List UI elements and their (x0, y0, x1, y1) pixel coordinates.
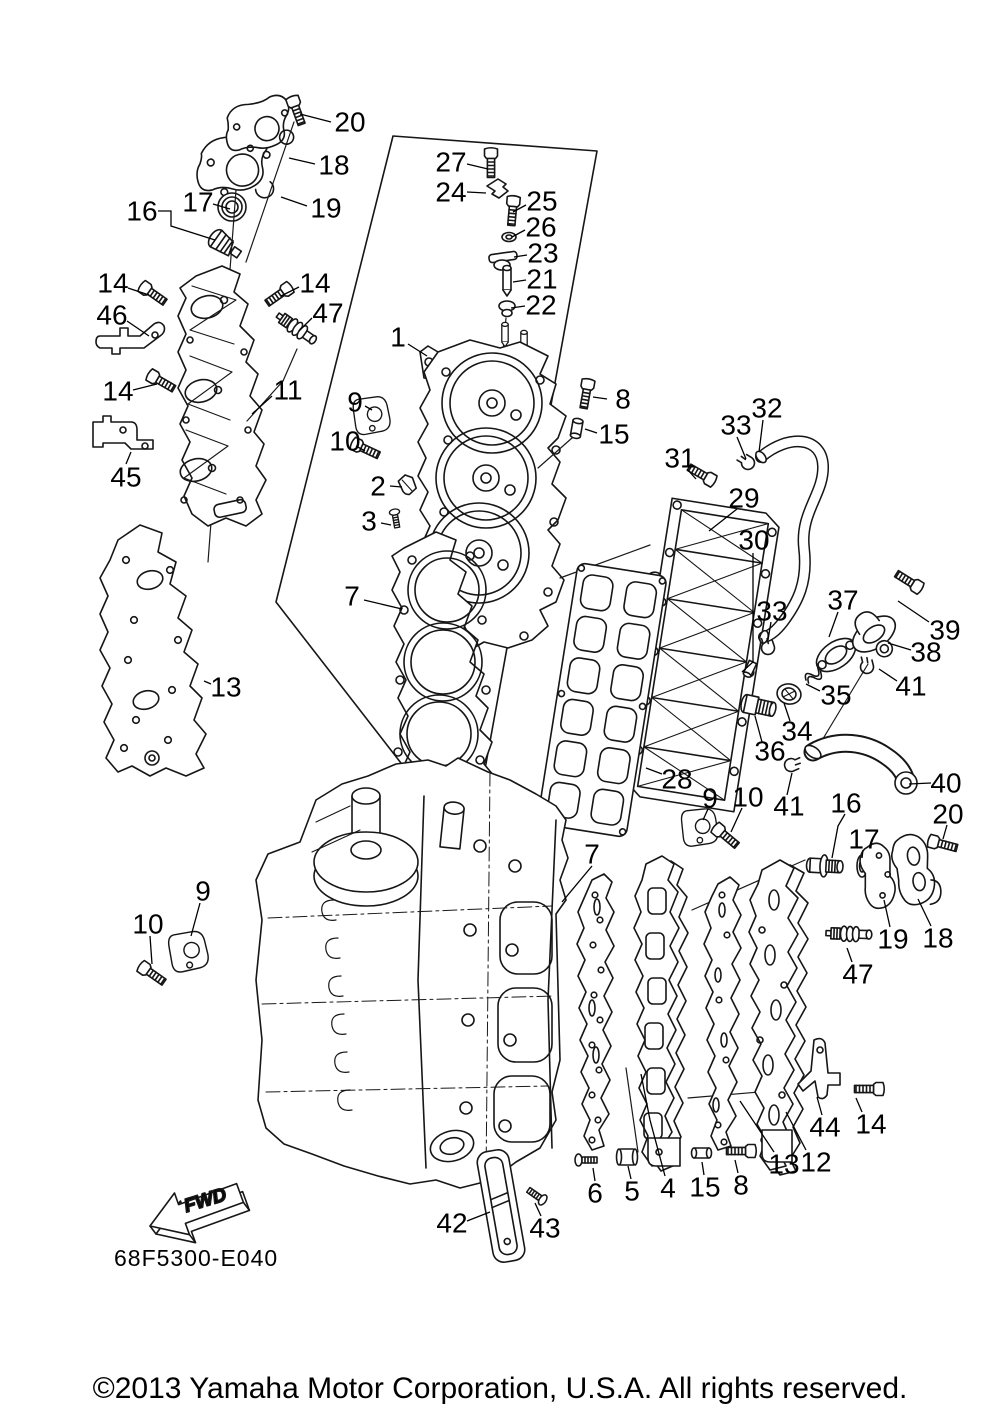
bracket-44 (798, 1039, 840, 1099)
anode-2 (396, 472, 418, 496)
part-number-label: 39 (929, 614, 961, 646)
part-number-label: 19 (877, 923, 909, 955)
exhaust-gasket-13 (100, 525, 206, 776)
part-number-label: 15 (598, 418, 630, 450)
leader-line (381, 523, 391, 525)
clamp-24 (487, 179, 508, 198)
part-number-label: 15 (689, 1171, 721, 1203)
crankcase-block (256, 758, 568, 1188)
part-number-label: 41 (895, 670, 927, 702)
copyright-text: ©2013 Yamaha Motor Corporation, U.S.A. All rights reserved. (92, 1372, 908, 1405)
part-number-label: 44 (809, 1111, 841, 1143)
part-number-label: 47 (312, 297, 344, 329)
bolt-20 (926, 834, 958, 854)
bolt-10 (710, 821, 741, 850)
bolt-14 (137, 280, 169, 308)
part-number-label: 33 (720, 409, 752, 441)
spacer-15 (692, 1148, 712, 1158)
leader-line (585, 429, 597, 433)
leader-line (759, 420, 763, 452)
part-number-label: 7 (584, 838, 600, 870)
part-number-label: 7 (344, 580, 360, 612)
gasket-7-lower (577, 874, 614, 1150)
part-number-label: 40 (930, 767, 962, 799)
part-number-label: 33 (756, 595, 788, 627)
bolt-27 (485, 148, 498, 178)
part-number-label: 5 (624, 1175, 640, 1207)
leader-line (467, 164, 488, 169)
leader-line (832, 814, 845, 858)
leader-line (150, 936, 152, 964)
part-number-label: 16 (126, 195, 158, 227)
part-number-label: 23 (527, 237, 559, 269)
part-number-label: 10 (732, 781, 764, 813)
bracket-45 (93, 416, 153, 449)
leader-line (281, 197, 307, 206)
screw-3 (389, 508, 402, 528)
hose-clamp-33 (737, 452, 757, 473)
part-number-label: 18 (922, 922, 954, 954)
bolt-14 (855, 1083, 885, 1096)
bolt-25 (505, 195, 521, 226)
grommet-strip-42 (476, 1148, 527, 1264)
hose-40 (803, 743, 917, 794)
part-number-label: 10 (329, 425, 361, 457)
part-number-label: 12 (800, 1146, 832, 1178)
part-number-label: 24 (435, 176, 467, 208)
screw-6 (575, 1154, 597, 1166)
part-number-label: 22 (525, 289, 557, 321)
part-number-label: 29 (728, 482, 760, 514)
part-number-label: 30 (738, 524, 770, 556)
part-number-label: 1 (390, 321, 406, 353)
clip-41 (784, 756, 801, 772)
part-number-label: 20 (334, 106, 366, 138)
part-number-label: 20 (932, 798, 964, 830)
reed-valve-plate-4 (634, 856, 688, 1171)
leader-line (467, 192, 486, 193)
part-number-label: 8 (615, 383, 631, 415)
part-number-label: 8 (733, 1169, 749, 1201)
part-number-label: 17 (848, 823, 880, 855)
part-number-label: 35 (820, 679, 852, 711)
part-number-label: 11 (273, 374, 303, 406)
part-number-label: 46 (96, 299, 128, 331)
part-number-label: 28 (661, 763, 693, 795)
leader-line (513, 280, 526, 282)
part-number-label: 32 (751, 392, 783, 424)
thermostat-34 (775, 682, 803, 707)
fwd-arrow (150, 1184, 249, 1243)
leader-line (593, 397, 607, 399)
leader-line (133, 384, 157, 390)
part-number-label: 9 (702, 782, 718, 814)
gasket-13-lower (704, 877, 741, 1150)
part-number-label: 41 (773, 790, 805, 822)
leader-line (898, 601, 929, 622)
bolt-43 (525, 1185, 549, 1206)
part-number-label: 34 (781, 715, 813, 747)
part-number-label: 14 (102, 375, 134, 407)
part-number-label: 6 (587, 1177, 603, 1209)
part-number-label: 17 (182, 186, 214, 218)
part-number-label: 26 (525, 211, 557, 243)
leader-line (289, 158, 315, 164)
part-number-label: 9 (195, 875, 211, 907)
part-number-label: 2 (370, 470, 386, 502)
plate-9 (167, 930, 210, 974)
part-number-label: 14 (299, 267, 331, 299)
part-number-label: 37 (827, 584, 859, 616)
part-number-label: 16 (830, 787, 862, 819)
part-number-label: 38 (910, 636, 942, 668)
part-number-label: 14 (855, 1108, 887, 1140)
part-number-label: 36 (754, 735, 786, 767)
part-number-label: 13 (210, 671, 242, 703)
bolt-14 (145, 368, 177, 394)
part-number-label: 13 (768, 1148, 800, 1180)
part-number-label: 4 (660, 1172, 676, 1204)
leader-line (806, 684, 820, 691)
part-number-label: 27 (435, 146, 467, 178)
leader-line (879, 669, 897, 681)
part-number-label: 19 (310, 192, 342, 224)
part-number-label: 3 (361, 505, 377, 537)
part-number-label: 47 (842, 958, 874, 990)
part-number-label: 45 (110, 461, 142, 493)
part-number-label: 42 (436, 1207, 468, 1239)
part-number-label: 10 (132, 908, 164, 940)
diagram-code: 68F5300-E040 (114, 1245, 279, 1271)
bolt-8 (577, 378, 595, 410)
fitting-16 (205, 227, 244, 263)
bolt-39 (893, 568, 925, 595)
nut-5 (617, 1149, 638, 1165)
part-number-label: 9 (347, 386, 363, 418)
part-number-label: 43 (529, 1212, 561, 1244)
bolt-14 (263, 281, 295, 309)
check-valve-16 (806, 854, 844, 878)
hose-clamp-33 (759, 638, 776, 656)
part-number-label: 31 (664, 442, 696, 474)
leader-line (364, 600, 402, 609)
part-number-label: 14 (97, 267, 129, 299)
part-number-label: 25 (526, 185, 558, 217)
fwd-label: FWD (181, 1184, 230, 1218)
leader-line (127, 321, 149, 336)
rod-21 (503, 266, 511, 297)
leader-line (829, 612, 838, 637)
washer-26 (502, 233, 516, 242)
part-number-label: 18 (318, 149, 350, 181)
part-number-label: 21 (526, 263, 558, 295)
